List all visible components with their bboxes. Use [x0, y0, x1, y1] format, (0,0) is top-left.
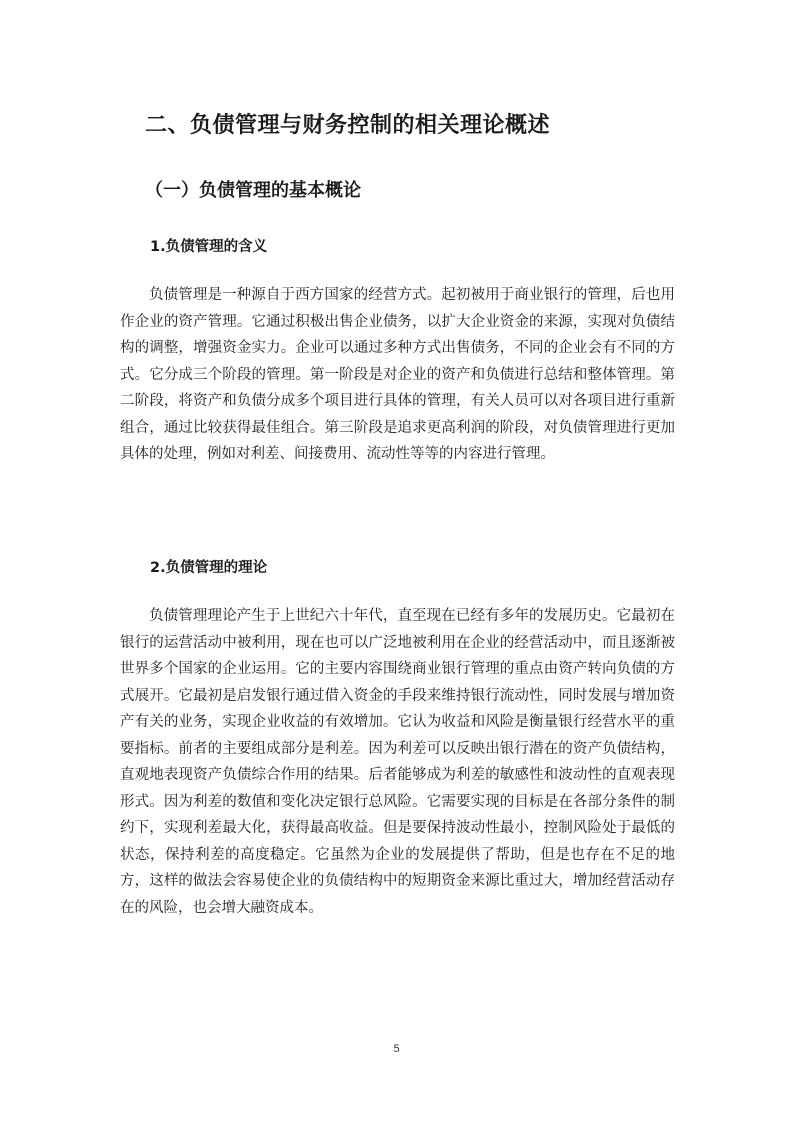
paragraph-theory: 负债管理理论产生于上世纪六十年代，直至现在已经有多年的发展历史。它最初在银行的运营活动中被利用，现在也可以广泛地被利用在企业的经营活动中，而且逐渐被世界多个国家的企业运用。它的主要内容围绕商业银行管理的重点由资产转向负债的方式展开。它最初是启发银行通过借入资金的手段来维持银行流动性，同时发展与增加资产有关的业务，实现企业收益的有效增加。它认为收益和风险是衡量银行经营水平的重要指标。前者的主要组成部分是利差。因为利差可以反映出银行潜在的资产负债结构，直观地表现资产负债综合作用的结果。后者能够成为利差的敏感性和波动性的直观表现形式。因为利差的数值和变化决定银行总风险。它需要实现的目标是在各部分条件的制约下，实现利差最大化，获得最高收益。但是要保持波动性最小，控制风险处于最低的状态，保持利差的高度稳定。它虽然为企业的发展提供了帮助，但是也存在不足的地方，这样的做法会容易使企业的负债结构中的短期资金来源比重过大，增加经营活动存在的风险，也会增大融资成本。	[120, 608, 675, 916]
paragraph-meaning: 负债管理是一种源自于西方国家的经营方式。起初被用于商业银行的管理，后也用作企业的资产管理。它通过积极出售企业债务，以扩大企业资金的来源，实现对负债结构的调整，增强资金实力。企业可以通过多种方式出售债务，不同的企业会有不同的方式。它分成三个阶段的管理。第一阶段是对企业的资产和负债进行总结和整体管理。第二阶段，将资产和负债分成多个项目进行具体的管理，有关人员可以对各项目进行重新组合，通过比较获得最佳组合。第三阶段是追求更高利润的阶段，对负债管理进行更加具体的处理，例如对利差、间接费用、流动性等等的内容进行管理。	[120, 287, 675, 462]
subsection-heading-meaning: 1.负债管理的含义	[150, 239, 268, 255]
chapter-heading: 二、负债管理与财务控制的相关理论概述	[145, 113, 551, 138]
section-heading: （一）负债管理的基本概论	[145, 180, 361, 201]
page-number: 5	[393, 1043, 400, 1055]
subsection-heading-theory: 2.负债管理的理论	[150, 560, 268, 576]
